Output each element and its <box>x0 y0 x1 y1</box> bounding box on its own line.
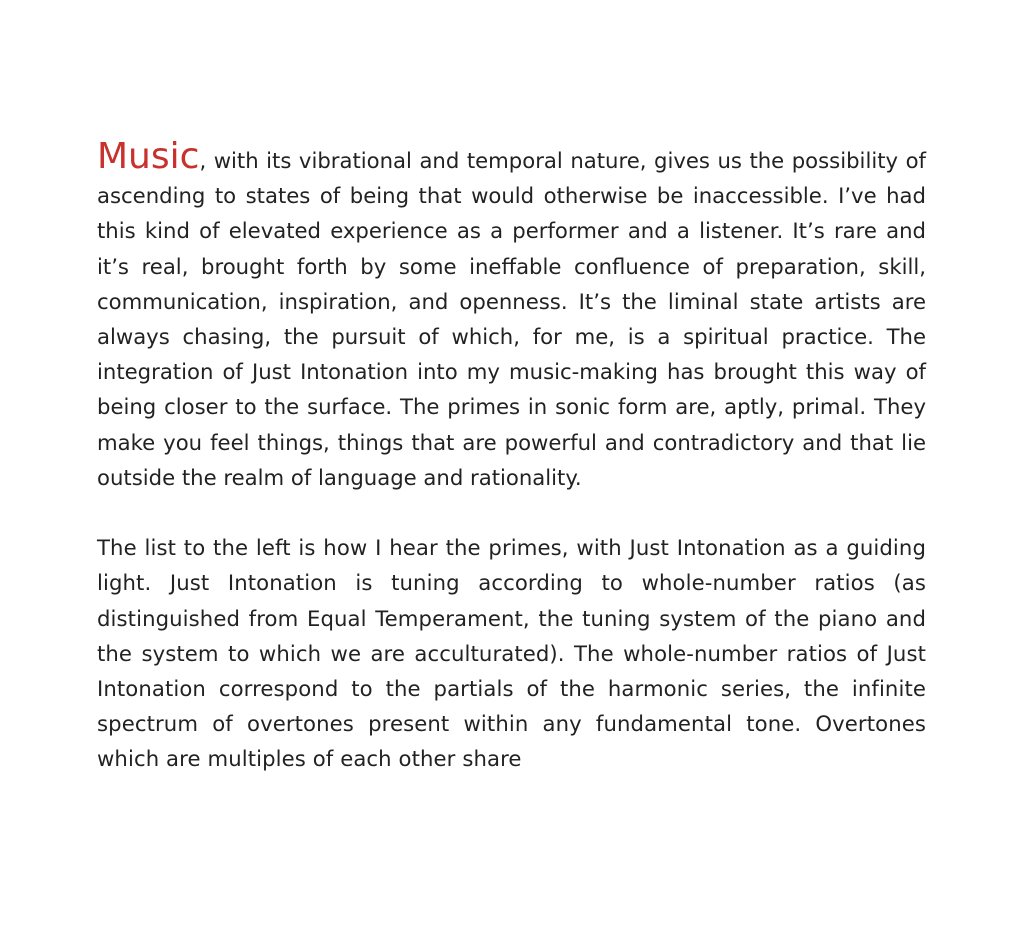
paragraph-just-intonation-body: The list to the left is how I hear the primes, with Just Intonation as a guiding light. Just Intonation is tuning according to whole-number ratios (as distinguished from Equal Temperament, the tuning system of the piano and the system to which we are acculturated). The whole-number ratios of Just Intonation correspond to the partials of the harmonic series, the infinite spectrum of overtones present within any fundamental tone. Overtones which are multiples of each other share <box>97 535 926 772</box>
lead-word: Music <box>97 136 200 177</box>
body-text <box>97 136 926 777</box>
paragraph-music-body: , with its vibrational and temporal nature, gives us the possibility of ascending to states of being that would otherwise be inaccessible. I’ve had this kind of elevated experience as a performer and a listener. It’s rare and it’s real, brought forth by some ineffable confluence of preparation, skill, communication, inspiration, and openness. It’s the liminal state artists are always chasing, the pursuit of which, for me, is a spiritual practice. The integration of Just Intonation into my music-making has brought this way of being closer to the surface. The primes in sonic form are, aptly, primal. They make you feel things, things that are powerful and contradictory and that lie outside the realm of language and rationality. <box>97 148 926 490</box>
paragraph-music <box>97 136 926 495</box>
paragraph-just-intonation <box>97 530 926 776</box>
